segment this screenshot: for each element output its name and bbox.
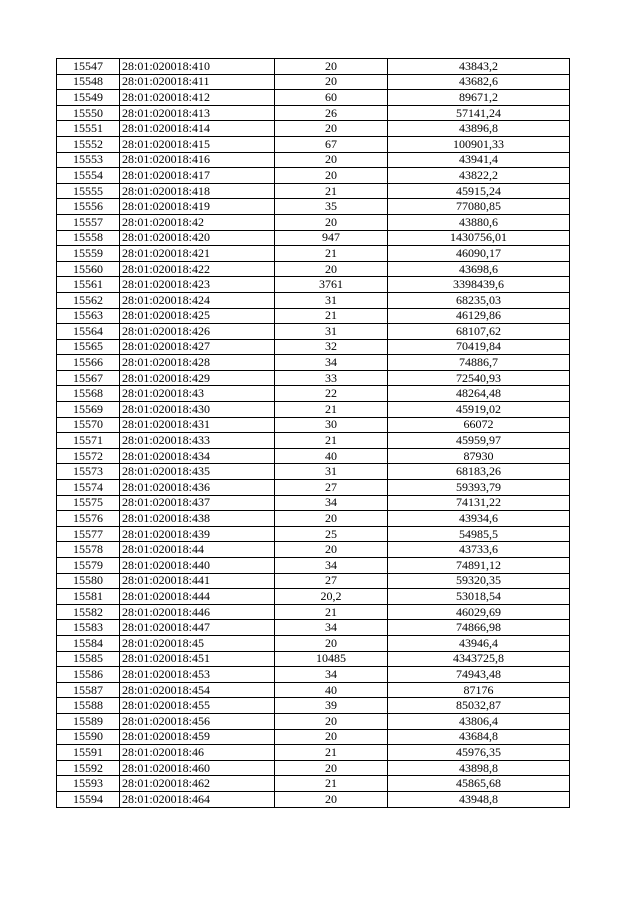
row-number-cell: 15585: [57, 651, 120, 667]
cadastral-number-cell: 28:01:020018:464: [120, 791, 275, 807]
table-row: [57, 745, 570, 761]
area-value-cell: 20: [275, 261, 388, 277]
parcel-table-body: [57, 59, 570, 808]
area-value-cell: 20: [275, 214, 388, 230]
row-number-cell: 15550: [57, 105, 120, 121]
row-number-cell: 15558: [57, 230, 120, 246]
area-value-cell: 21: [275, 433, 388, 449]
row-number-cell: 15587: [57, 682, 120, 698]
cadastral-number-cell: 28:01:020018:414: [120, 121, 275, 137]
area-value-cell: 31: [275, 464, 388, 480]
area-value-cell: 21: [275, 402, 388, 418]
area-value-cell: 20: [275, 59, 388, 75]
cost-value-cell: 68183,26: [388, 464, 570, 480]
cost-value-cell: 74891,12: [388, 558, 570, 574]
cadastral-number-cell: 28:01:020018:46: [120, 745, 275, 761]
cadastral-number-cell: 28:01:020018:431: [120, 417, 275, 433]
row-number-cell: 15578: [57, 542, 120, 558]
cost-value-cell: 46029,69: [388, 604, 570, 620]
area-value-cell: 40: [275, 448, 388, 464]
cadastral-number-cell: 28:01:020018:439: [120, 526, 275, 542]
cost-value-cell: 3398439,6: [388, 277, 570, 293]
table-row: [57, 152, 570, 168]
cadastral-number-cell: 28:01:020018:425: [120, 308, 275, 324]
cost-value-cell: 43880,6: [388, 214, 570, 230]
area-value-cell: 31: [275, 292, 388, 308]
cadastral-number-cell: 28:01:020018:451: [120, 651, 275, 667]
cadastral-number-cell: 28:01:020018:427: [120, 339, 275, 355]
cadastral-number-cell: 28:01:020018:413: [120, 105, 275, 121]
row-number-cell: 15594: [57, 791, 120, 807]
cadastral-number-cell: 28:01:020018:462: [120, 776, 275, 792]
cost-value-cell: 66072: [388, 417, 570, 433]
cost-value-cell: 45976,35: [388, 745, 570, 761]
table-row: [57, 277, 570, 293]
cadastral-number-cell: 28:01:020018:421: [120, 246, 275, 262]
cost-value-cell: 43733,6: [388, 542, 570, 558]
table-row: [57, 59, 570, 75]
row-number-cell: 15565: [57, 339, 120, 355]
row-number-cell: 15589: [57, 713, 120, 729]
area-value-cell: 31: [275, 324, 388, 340]
table-row: [57, 324, 570, 340]
cost-value-cell: 43946,4: [388, 635, 570, 651]
table-row: [57, 589, 570, 605]
table-row: [57, 402, 570, 418]
area-value-cell: 21: [275, 246, 388, 262]
row-number-cell: 15553: [57, 152, 120, 168]
area-value-cell: 27: [275, 573, 388, 589]
cost-value-cell: 77080,85: [388, 199, 570, 215]
table-row: [57, 480, 570, 496]
table-row: [57, 635, 570, 651]
area-value-cell: 21: [275, 308, 388, 324]
area-value-cell: 34: [275, 558, 388, 574]
cost-value-cell: 59393,79: [388, 480, 570, 496]
area-value-cell: 34: [275, 620, 388, 636]
table-row: [57, 729, 570, 745]
cadastral-number-cell: 28:01:020018:411: [120, 74, 275, 90]
cost-value-cell: 89671,2: [388, 90, 570, 106]
cost-value-cell: 87176: [388, 682, 570, 698]
row-number-cell: 15586: [57, 667, 120, 683]
table-row: [57, 261, 570, 277]
area-value-cell: 20: [275, 74, 388, 90]
cadastral-number-cell: 28:01:020018:417: [120, 168, 275, 184]
row-number-cell: 15577: [57, 526, 120, 542]
table-row: [57, 339, 570, 355]
area-value-cell: 34: [275, 355, 388, 371]
area-value-cell: 39: [275, 698, 388, 714]
cadastral-number-cell: 28:01:020018:438: [120, 511, 275, 527]
table-row: [57, 573, 570, 589]
cost-value-cell: 43934,6: [388, 511, 570, 527]
table-row: [57, 667, 570, 683]
area-value-cell: 20: [275, 713, 388, 729]
row-number-cell: 15566: [57, 355, 120, 371]
cost-value-cell: 43843,2: [388, 59, 570, 75]
cadastral-number-cell: 28:01:020018:424: [120, 292, 275, 308]
row-number-cell: 15588: [57, 698, 120, 714]
table-row: [57, 760, 570, 776]
cost-value-cell: 43806,4: [388, 713, 570, 729]
table-row: [57, 433, 570, 449]
table-row: [57, 620, 570, 636]
table-row: [57, 121, 570, 137]
table-row: [57, 776, 570, 792]
area-value-cell: 21: [275, 745, 388, 761]
area-value-cell: 33: [275, 370, 388, 386]
cost-value-cell: 70419,84: [388, 339, 570, 355]
cost-value-cell: 68107,62: [388, 324, 570, 340]
parcel-table: [56, 58, 570, 808]
row-number-cell: 15554: [57, 168, 120, 184]
cost-value-cell: 87930: [388, 448, 570, 464]
cadastral-number-cell: 28:01:020018:455: [120, 698, 275, 714]
row-number-cell: 15572: [57, 448, 120, 464]
cost-value-cell: 43684,8: [388, 729, 570, 745]
table-row: [57, 386, 570, 402]
cadastral-number-cell: 28:01:020018:460: [120, 760, 275, 776]
row-number-cell: 15569: [57, 402, 120, 418]
cadastral-number-cell: 28:01:020018:418: [120, 183, 275, 199]
area-value-cell: 25: [275, 526, 388, 542]
cost-value-cell: 74866,98: [388, 620, 570, 636]
cadastral-number-cell: 28:01:020018:456: [120, 713, 275, 729]
row-number-cell: 15570: [57, 417, 120, 433]
area-value-cell: 26: [275, 105, 388, 121]
table-row: [57, 558, 570, 574]
cadastral-number-cell: 28:01:020018:428: [120, 355, 275, 371]
table-row: [57, 168, 570, 184]
area-value-cell: 35: [275, 199, 388, 215]
cost-value-cell: 43948,8: [388, 791, 570, 807]
row-number-cell: 15584: [57, 635, 120, 651]
cadastral-number-cell: 28:01:020018:444: [120, 589, 275, 605]
row-number-cell: 15564: [57, 324, 120, 340]
cost-value-cell: 68235,03: [388, 292, 570, 308]
area-value-cell: 22: [275, 386, 388, 402]
cost-value-cell: 45915,24: [388, 183, 570, 199]
cadastral-number-cell: 28:01:020018:416: [120, 152, 275, 168]
area-value-cell: 34: [275, 667, 388, 683]
table-row: [57, 214, 570, 230]
area-value-cell: 32: [275, 339, 388, 355]
cadastral-number-cell: 28:01:020018:420: [120, 230, 275, 246]
cadastral-number-cell: 28:01:020018:441: [120, 573, 275, 589]
area-value-cell: 20: [275, 168, 388, 184]
cost-value-cell: 57141,24: [388, 105, 570, 121]
cadastral-number-cell: 28:01:020018:426: [120, 324, 275, 340]
row-number-cell: 15549: [57, 90, 120, 106]
area-value-cell: 20,2: [275, 589, 388, 605]
area-value-cell: 60: [275, 90, 388, 106]
table-row: [57, 495, 570, 511]
cost-value-cell: 43941,4: [388, 152, 570, 168]
area-value-cell: 40: [275, 682, 388, 698]
row-number-cell: 15563: [57, 308, 120, 324]
cost-value-cell: 43898,8: [388, 760, 570, 776]
cost-value-cell: 45919,02: [388, 402, 570, 418]
row-number-cell: 15551: [57, 121, 120, 137]
cadastral-number-cell: 28:01:020018:45: [120, 635, 275, 651]
cadastral-number-cell: 28:01:020018:43: [120, 386, 275, 402]
cost-value-cell: 45959,97: [388, 433, 570, 449]
cost-value-cell: 43822,2: [388, 168, 570, 184]
cost-value-cell: 46129,86: [388, 308, 570, 324]
cost-value-cell: 43896,8: [388, 121, 570, 137]
area-value-cell: 21: [275, 183, 388, 199]
row-number-cell: 15591: [57, 745, 120, 761]
cadastral-number-cell: 28:01:020018:423: [120, 277, 275, 293]
table-row: [57, 417, 570, 433]
table-row: [57, 230, 570, 246]
table-row: [57, 199, 570, 215]
table-row: [57, 464, 570, 480]
row-number-cell: 15561: [57, 277, 120, 293]
cost-value-cell: 74943,48: [388, 667, 570, 683]
table-row: [57, 604, 570, 620]
cost-value-cell: 74131,22: [388, 495, 570, 511]
row-number-cell: 15575: [57, 495, 120, 511]
row-number-cell: 15592: [57, 760, 120, 776]
cadastral-number-cell: 28:01:020018:433: [120, 433, 275, 449]
area-value-cell: 20: [275, 729, 388, 745]
cadastral-number-cell: 28:01:020018:430: [120, 402, 275, 418]
row-number-cell: 15571: [57, 433, 120, 449]
table-row: [57, 74, 570, 90]
cadastral-number-cell: 28:01:020018:454: [120, 682, 275, 698]
table-row: [57, 246, 570, 262]
cadastral-number-cell: 28:01:020018:415: [120, 136, 275, 152]
table-row: [57, 370, 570, 386]
cost-value-cell: 4343725,8: [388, 651, 570, 667]
cadastral-number-cell: 28:01:020018:453: [120, 667, 275, 683]
table-row: [57, 713, 570, 729]
cost-value-cell: 48264,48: [388, 386, 570, 402]
area-value-cell: 21: [275, 776, 388, 792]
row-number-cell: 15573: [57, 464, 120, 480]
row-number-cell: 15552: [57, 136, 120, 152]
area-value-cell: 20: [275, 542, 388, 558]
cadastral-number-cell: 28:01:020018:437: [120, 495, 275, 511]
row-number-cell: 15555: [57, 183, 120, 199]
cost-value-cell: 43698,6: [388, 261, 570, 277]
cadastral-number-cell: 28:01:020018:412: [120, 90, 275, 106]
cost-value-cell: 45865,68: [388, 776, 570, 792]
area-value-cell: 20: [275, 152, 388, 168]
area-value-cell: 20: [275, 511, 388, 527]
cadastral-number-cell: 28:01:020018:446: [120, 604, 275, 620]
cadastral-number-cell: 28:01:020018:459: [120, 729, 275, 745]
row-number-cell: 15548: [57, 74, 120, 90]
area-value-cell: 947: [275, 230, 388, 246]
table-row: [57, 292, 570, 308]
cost-value-cell: 53018,54: [388, 589, 570, 605]
row-number-cell: 15557: [57, 214, 120, 230]
area-value-cell: 20: [275, 121, 388, 137]
cadastral-number-cell: 28:01:020018:422: [120, 261, 275, 277]
row-number-cell: 15567: [57, 370, 120, 386]
table-row: [57, 183, 570, 199]
row-number-cell: 15574: [57, 480, 120, 496]
table-row: [57, 791, 570, 807]
table-row: [57, 526, 570, 542]
row-number-cell: 15559: [57, 246, 120, 262]
row-number-cell: 15583: [57, 620, 120, 636]
cost-value-cell: 100901,33: [388, 136, 570, 152]
cadastral-number-cell: 28:01:020018:429: [120, 370, 275, 386]
cadastral-number-cell: 28:01:020018:434: [120, 448, 275, 464]
cadastral-number-cell: 28:01:020018:447: [120, 620, 275, 636]
area-value-cell: 30: [275, 417, 388, 433]
table-row: [57, 651, 570, 667]
row-number-cell: 15562: [57, 292, 120, 308]
row-number-cell: 15576: [57, 511, 120, 527]
cadastral-number-cell: 28:01:020018:44: [120, 542, 275, 558]
row-number-cell: 15590: [57, 729, 120, 745]
area-value-cell: 20: [275, 760, 388, 776]
table-row: [57, 90, 570, 106]
area-value-cell: 20: [275, 635, 388, 651]
cadastral-number-cell: 28:01:020018:440: [120, 558, 275, 574]
area-value-cell: 20: [275, 791, 388, 807]
cost-value-cell: 43682,6: [388, 74, 570, 90]
row-number-cell: 15579: [57, 558, 120, 574]
cost-value-cell: 72540,93: [388, 370, 570, 386]
cost-value-cell: 85032,87: [388, 698, 570, 714]
cadastral-number-cell: 28:01:020018:42: [120, 214, 275, 230]
cadastral-number-cell: 28:01:020018:419: [120, 199, 275, 215]
cadastral-number-cell: 28:01:020018:436: [120, 480, 275, 496]
area-value-cell: 21: [275, 604, 388, 620]
table-row: [57, 511, 570, 527]
table-row: [57, 448, 570, 464]
row-number-cell: 15582: [57, 604, 120, 620]
area-value-cell: 3761: [275, 277, 388, 293]
row-number-cell: 15581: [57, 589, 120, 605]
row-number-cell: 15547: [57, 59, 120, 75]
table-row: [57, 682, 570, 698]
table-row: [57, 308, 570, 324]
cost-value-cell: 1430756,01: [388, 230, 570, 246]
cadastral-number-cell: 28:01:020018:435: [120, 464, 275, 480]
table-row: [57, 105, 570, 121]
table-row: [57, 136, 570, 152]
row-number-cell: 15580: [57, 573, 120, 589]
cost-value-cell: 46090,17: [388, 246, 570, 262]
row-number-cell: 15556: [57, 199, 120, 215]
area-value-cell: 67: [275, 136, 388, 152]
table-row: [57, 355, 570, 371]
cost-value-cell: 54985,5: [388, 526, 570, 542]
cost-value-cell: 59320,35: [388, 573, 570, 589]
cost-value-cell: 74886,7: [388, 355, 570, 371]
area-value-cell: 34: [275, 495, 388, 511]
table-row: [57, 698, 570, 714]
row-number-cell: 15560: [57, 261, 120, 277]
row-number-cell: 15593: [57, 776, 120, 792]
cadastral-number-cell: 28:01:020018:410: [120, 59, 275, 75]
row-number-cell: 15568: [57, 386, 120, 402]
area-value-cell: 27: [275, 480, 388, 496]
area-value-cell: 10485: [275, 651, 388, 667]
table-row: [57, 542, 570, 558]
